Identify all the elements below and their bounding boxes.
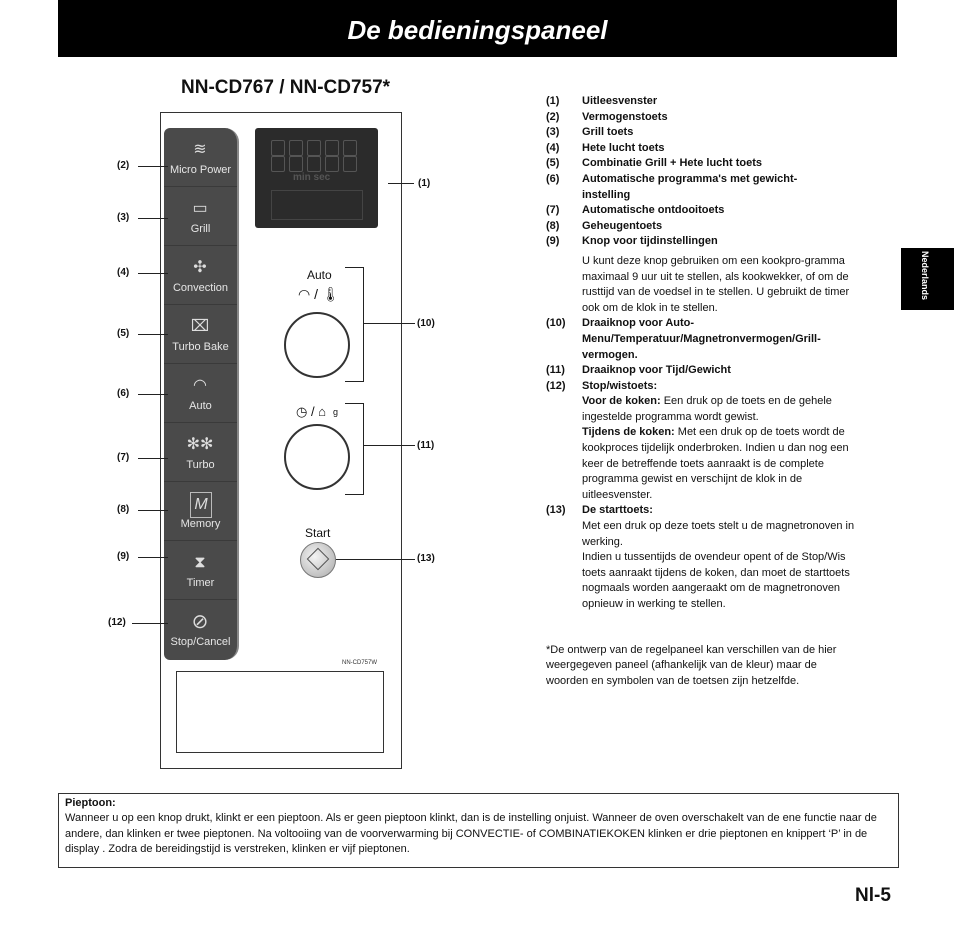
display-indicator-area [271,190,363,220]
bracket-11 [345,403,364,495]
callout-13: (13) [417,553,435,564]
callout-9: (9) [117,551,130,562]
display-digit [271,140,285,156]
callout-7: (7) [117,452,130,463]
callout-line [138,557,168,558]
turbo-bake-key[interactable] [164,305,237,364]
display-digit [271,156,285,172]
start-description-1: Met een druk op deze toets stelt u de magnetronoven in werking. [582,520,855,548]
legend-item: (12) Stop/wistoets: [546,379,658,392]
bracket-10 [345,267,364,382]
legend-item: (4) Hete lucht toets [546,141,665,154]
display-digit [325,156,339,172]
beep-info-box [58,793,899,868]
callout-line [388,183,414,184]
display-digit [289,156,303,172]
display-time-units: min sec [293,172,331,183]
display-digit [343,156,357,172]
legend-item: (11) Draaiknop voor Tijd/Gewicht [546,364,731,377]
display-digit [307,156,321,172]
fan-icon: ✣ [193,259,207,276]
time-weight-dial[interactable] [284,424,350,490]
beep-title: Pieptoon: [65,797,116,809]
callout-line [138,394,168,395]
callout-line [138,510,168,511]
micro-power-label: Micro Power [169,164,232,176]
hourglass-icon: ⧗ [194,554,206,571]
defrost-icon: ✻✻ [186,436,214,453]
turbo-bake-icon: ⌧ [190,318,210,335]
callout-3: (3) [117,212,130,223]
callout-line [138,218,168,219]
callout-5: (5) [117,328,130,339]
dial-top-label: Auto [307,268,332,282]
callout-line [132,623,168,624]
callout-line [363,445,415,446]
auto-label: Auto [189,400,212,412]
auto-menu-dial[interactable] [284,312,350,378]
stop-icon: ⊘ [191,611,209,633]
display-digit [289,140,303,156]
start-button[interactable] [300,542,336,578]
grill-label: Grill [190,223,211,235]
callout-10: (10) [417,318,435,329]
memory-icon: M [190,492,212,518]
display-digit [343,140,357,156]
clock-weight-icon: ◷ / ⌂ [296,404,327,419]
convection-key[interactable] [164,246,237,305]
memory-label: Memory [180,518,221,530]
legend-item: (13) De starttoets: [546,504,653,517]
dial-bottom-unit: g [333,407,339,417]
legend-item: (7) Automatische ontdooitoets [546,204,725,217]
callout-6: (6) [117,388,130,399]
grill-key[interactable] [164,187,237,246]
convection-label: Convection [172,282,229,294]
timer-description: U kunt deze knop gebruiken om een kookpro-gramma maximaal 9 uur uit te stellen, als kookwekker, of om de rusttijd van de voedsel in te stellen. U gebruikt de timer ook om de klok in te stellen. [582,254,850,314]
start-label: Start [305,526,331,540]
callout-line [363,323,415,324]
micro-power-key[interactable] [164,128,237,187]
language-tab [901,248,954,310]
stop-during-description: Tijdens de koken: Met een druk op de toets wordt de kookproces tijdelijk onderbroken. Indien u dan nog een keer de betreffende toets aanraakt is de complete programma gewist en verschijnt de klok in de uitleesvenster. [582,426,849,501]
page-title: De bedieningspaneel [347,15,608,45]
callout-line [138,458,168,459]
callout-4: (4) [117,267,130,278]
display-digit [307,140,321,156]
callout-8: (8) [117,504,130,515]
panel-lower-box [176,671,384,753]
callout-11: (11) [417,440,435,451]
title-bar [58,0,897,57]
stop-cancel-key[interactable] [164,600,237,658]
callout-line [138,273,168,274]
display-digit [325,140,339,156]
legend-item: (6) Automatische programma's met gewicht-instelling [546,172,798,201]
legend-item: (1) Uitleesvenster [546,95,658,107]
callout-line [138,166,168,167]
turbo-defrost-key[interactable] [164,423,237,482]
legend-item: (8) Geheugentoets [546,219,663,232]
stop-before-description: Voor de koken: Een druk op de toets en de gehele ingestelde programma wordt gewist. [582,395,832,423]
legend-list [546,94,866,689]
dish-icon: ◠ [193,377,207,394]
legend-item: (5) Combinatie Grill + Hete lucht toets [546,157,763,170]
design-footnote: *De ontwerp van de regelpaneel kan verschillen van de hier weergegeven paneel (afhankelijk van de kleur) maar de woorden en symbolen van de toetsen zijn hetzelfde. [546,643,837,687]
model-code: NN-CD757W [342,660,378,666]
grill-icon: ▭ [192,200,208,217]
turbo-label: Turbo [186,459,215,471]
control-key-strip [164,128,239,660]
callout-12: (12) [108,617,126,628]
legend-item: (10) Draaiknop voor Auto-Menu/Temperatuur/Magnetronvermogen/Grill-vermogen. [546,317,821,361]
callout-2: (2) [117,160,130,171]
callout-line [336,559,415,560]
memory-key[interactable] [164,482,237,541]
page-number: Nl-5 [855,885,891,906]
start-description-2: Indien u tussentijds de ovendeur opent of de Stop/Wis toets aanraakt tijdens de koken, dan moet de starttoets nogmaals worden aangeraakt om de magnetronoven opnieuw in werking te stellen. [582,551,850,610]
beep-text: Wanneer u op een knop drukt, klinkt er een pieptoon. Als er geen pieptoon klinkt, dan is de instelling onjuist. Wanneer de oven overschakelt van de ene functie naar de andere, dan klinken er twee pieptonen. Na voltooiing van de voorverwarming bij CONVECTIE- of COMBINATIEKOKEN klinken er drie pieptonen en knippert ‘P’ in de display . Zodra de bereidingstijd is verstreken, klinken er vijf pieptonen. [65,812,877,856]
callout-1: (1) [418,178,431,189]
timer-label: Timer [186,577,215,589]
microwave-waves-icon: ≋ [193,141,207,158]
stop-cancel-label: Stop/Cancel [170,636,231,648]
display-window [255,128,378,228]
language-tab-label: Nederlands [920,251,930,301]
turbo-bake-label: Turbo Bake [172,341,229,353]
legend-item: (3) Grill toets [546,126,634,139]
timer-key[interactable] [164,541,237,600]
callout-line [138,334,168,335]
auto-key[interactable] [164,364,237,423]
legend-item: (9) Knop voor tijdinstellingen [546,235,718,248]
legend-item: (2) Vermogenstoets [546,110,668,123]
start-icon [307,548,330,571]
model-title: NN-CD767 / NN-CD757* [181,77,391,98]
dish-thermometer-icon: ◠ / 🌡 [298,286,340,302]
